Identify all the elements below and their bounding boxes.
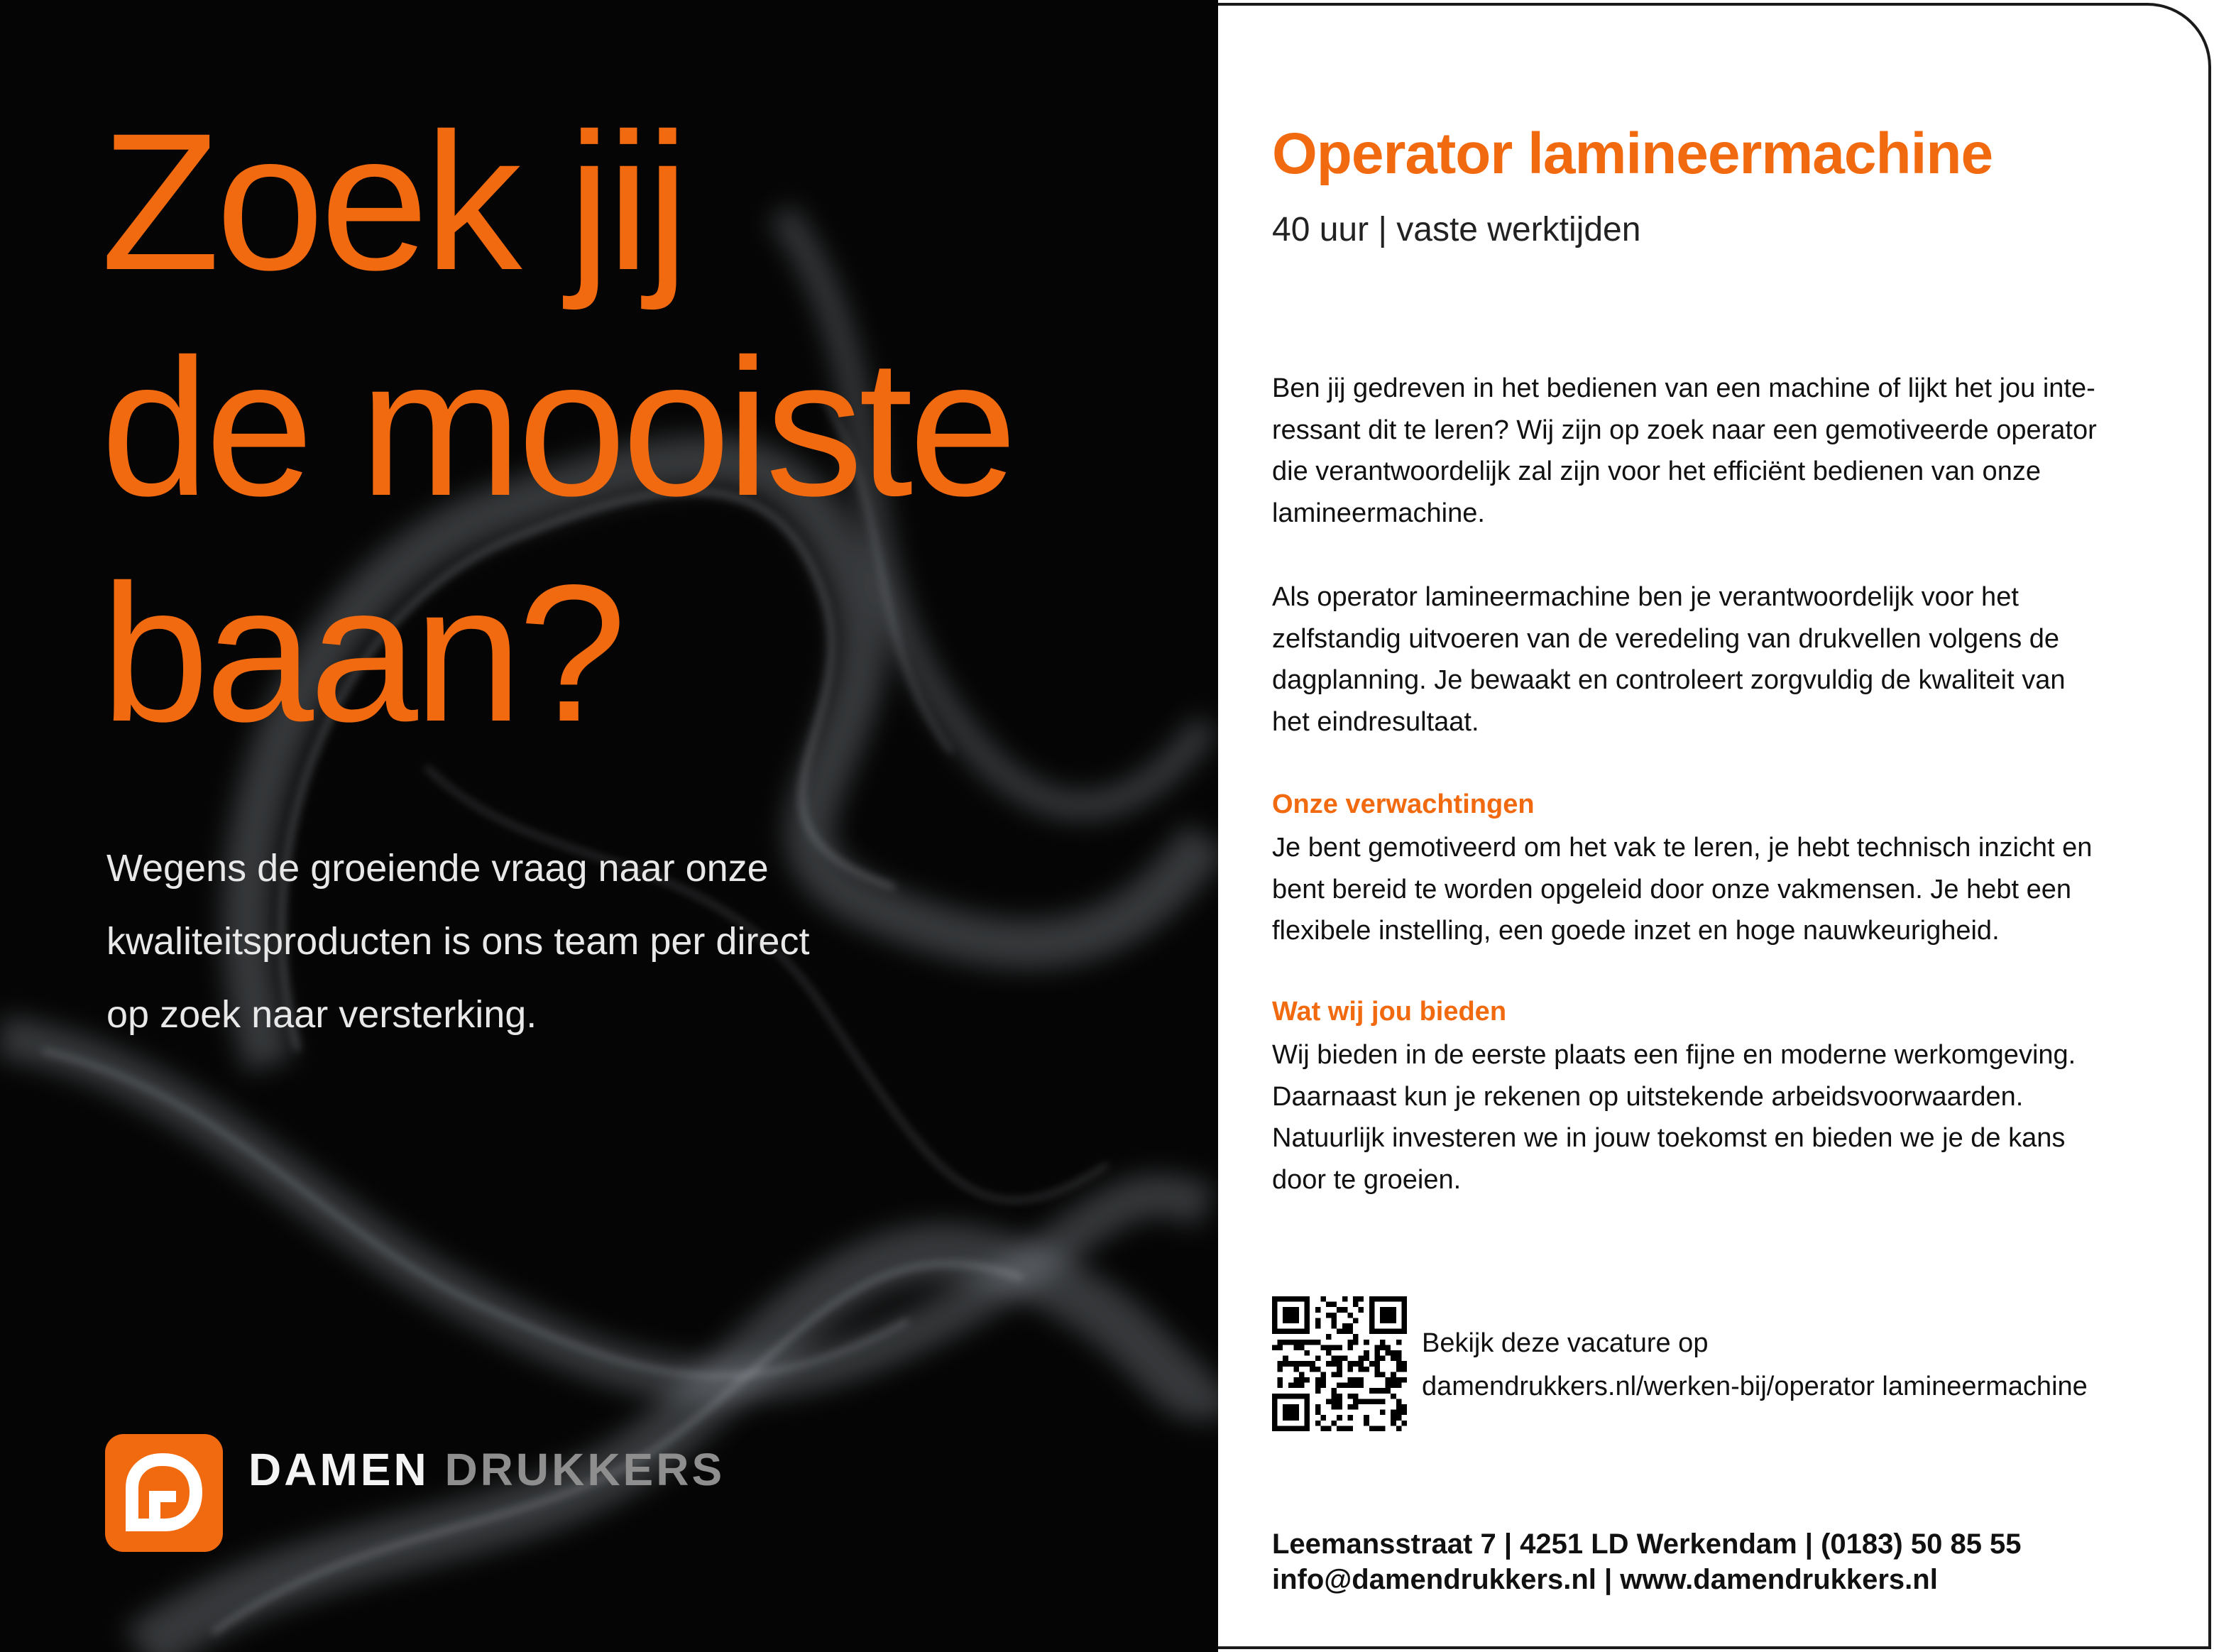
paragraph-line: Natuurlijk investeren we in jouw toekomst en bieden we je de kans: [1272, 1123, 2066, 1153]
role-paragraph: [1272, 576, 2174, 743]
paragraph-line: Ben jij gedreven in het bedienen van een machine of lijkt het jou inte-: [1272, 373, 2095, 403]
intro-line: kwaliteitsproducten is ons team per direct: [106, 920, 810, 963]
offer-paragraph: [1272, 1034, 2174, 1200]
paragraph-line: dagplanning. Je bewaakt en controleert zorgvuldig de kwaliteit van: [1272, 665, 2066, 695]
paragraph-line: Daarnaast kun je rekenen op uitstekende arbeidsvoorwaarden.: [1272, 1081, 2024, 1112]
intro-text: [106, 832, 1100, 1051]
contact-block: [1272, 1526, 2022, 1597]
intro-paragraph: [1272, 368, 2174, 534]
paragraph-line: Je bent gemotiveerd om het vak te leren, je hebt technisch inzicht en: [1272, 833, 2093, 863]
qr-caption-line: Bekijk deze vacature op: [1422, 1328, 1709, 1358]
paragraph-line: flexibele instelling, een goede inzet en hoge nauwkeurigheid.: [1272, 916, 2000, 946]
offer-heading: Wat wij jou bieden: [1272, 997, 1507, 1027]
paragraph-line: die verantwoordelijk zal zijn voor het efficiënt bedienen van onze: [1272, 456, 2041, 486]
expectations-paragraph: [1272, 827, 2174, 952]
damen-logo-icon: [105, 1434, 223, 1552]
paragraph-line: bent bereid te worden opgeleid door onze vakmensen. Je hebt een: [1272, 874, 2072, 904]
qr-code-icon[interactable]: [1272, 1296, 1407, 1431]
paragraph-line: door te groeien.: [1272, 1164, 1462, 1195]
headline-line: de mooiste: [101, 319, 1014, 537]
brand-wordmark: [248, 1443, 725, 1496]
paragraph-line: lamineermachine.: [1272, 498, 1485, 528]
job-subtitle: 40 uur | vaste werktijden: [1272, 211, 1641, 248]
qr-caption: [1422, 1322, 2088, 1408]
expectations-heading: Onze verwachtingen: [1272, 789, 1535, 819]
intro-line: op zoek naar versterking.: [106, 993, 537, 1036]
brand-name-part1: DAMEN: [248, 1444, 429, 1495]
contact-address-line: Leemansstraat 7 | 4251 LD Werkendam | (0183) 50 85 55: [1272, 1528, 2022, 1560]
paragraph-line: zelfstandig uitvoeren van de veredeling van drukvellen volgens de: [1272, 623, 2060, 654]
vacancy-url[interactable]: damendrukkers.nl/werken-bij/operator lamineermachine: [1422, 1372, 2088, 1401]
intro-line: Wegens de groeiende vraag naar onze: [106, 847, 769, 890]
headline: [101, 89, 1166, 767]
contact-web-line[interactable]: info@damendrukkers.nl | www.damendrukkers.nl: [1272, 1564, 1938, 1595]
paragraph-line: Als operator lamineermachine ben je verantwoordelijk voor het: [1272, 582, 2019, 612]
job-title: Operator lamineermachine: [1272, 121, 1993, 186]
headline-line: Zoek jij: [101, 93, 686, 311]
paragraph-line: ressant dit te leren? Wij zijn op zoek naar een gemotiveerde operator: [1272, 415, 2097, 445]
paragraph-line: Wij bieden in de eerste plaats een fijne en moderne werkomgeving.: [1272, 1040, 2076, 1070]
brand-name-part2: DRUKKERS: [444, 1444, 725, 1495]
paragraph-line: het eindresultaat.: [1272, 706, 1479, 737]
headline-line: baan?: [101, 545, 623, 762]
